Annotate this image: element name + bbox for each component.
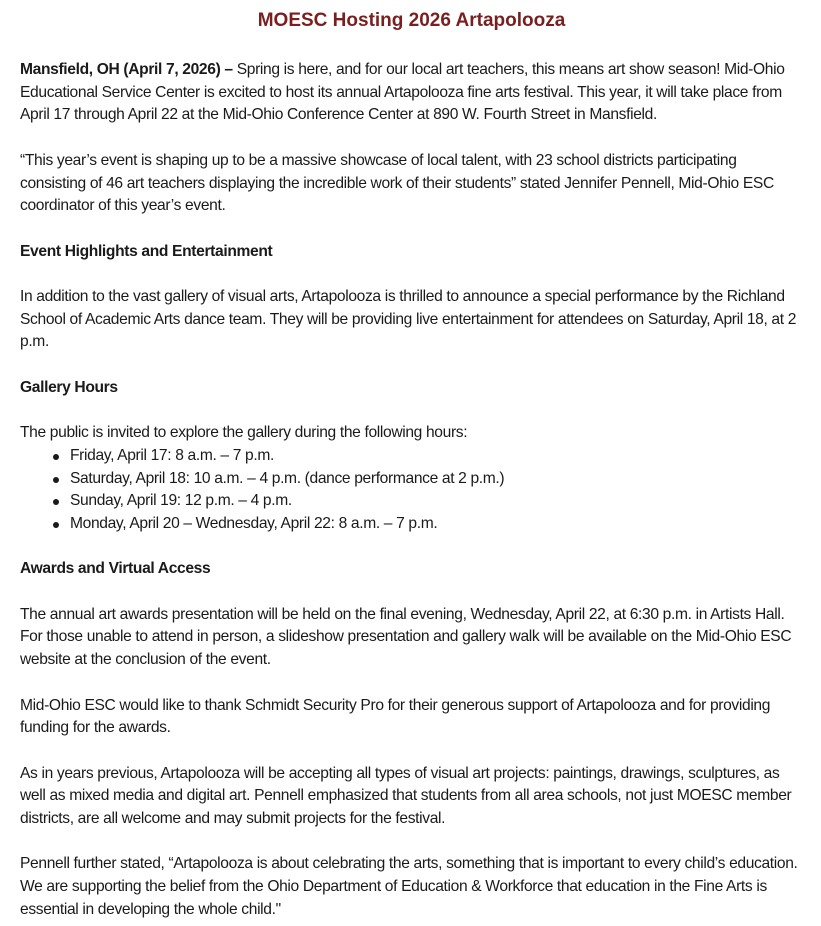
list-item [70,513,803,536]
list-item [70,445,803,468]
hours-entry: Monday, April 20 – Wednesday, April 22: 8 a.m. – 7 p.m. [70,514,438,532]
awards-heading: Awards and Virtual Access [20,560,211,578]
dateline: Mansfield, OH (April 7, 2026) – [20,61,233,78]
gallery-hours-list [20,445,803,536]
closing-quote-paragraph: Pennell further stated, “Artapolooza is about celebrating the arts, something that is important to every child’s education. We are supporting the belief from the Ohio Department of Education & Workforce that education in the Fine Arts is essential in developing the whole child." [20,855,798,918]
highlights-paragraph: In addition to the vast gallery of visual arts, Artapolooza is thrilled to announce a special performance by the Richland School of Academic Arts dance team. They will be providing live entertainment for attendees on Saturday, April 18, at 2 p.m. [20,287,797,351]
spacer [20,399,803,422]
article-body [20,34,803,922]
intro-text: Spring is here, and for our local art teachers, this means art show season! Mid-Ohio Educational Service Center is excited to host its annual Artapolooza fine arts festival. This year, it will take place from April 17 through April 22 at the Mid-Ohio Conference Center at 890 W. Fourth Street in Mansfield. [20,61,785,124]
awards-paragraph: The annual art awards presentation will be held on the final evening, Wednesday, April 22, at 6:30 p.m. in Artists Hall. For those unable to attend in person, a slideshow presentation and gallery walk will be available on the Mid-Ohio ESC website at the conclusion of the event. [20,605,792,669]
list-item [70,468,803,491]
bullet-icon [53,454,59,460]
hours-entry: Friday, April 17: 8 a.m. – 7 p.m. [70,446,274,464]
gallery-intro: The public is invited to explore the gallery during the following hours: [20,424,468,442]
projects-paragraph: As in years previous, Artapolooza will be accepting all types of visual art projects: paintings, drawings, sculptures, as well as mixed media and digital art. Pennell emphasized that students from all area schools, not just MOESC member districts, are all welcome and may submit projects for the festival. [20,764,792,828]
bullet-icon [53,477,59,483]
gallery-hours-heading: Gallery Hours [20,378,118,396]
spacer [20,34,803,59]
hours-entry: Sunday, April 19: 12 p.m. – 4 p.m. [70,492,292,510]
spacer [20,263,803,286]
spacer [20,354,803,377]
spacer [20,127,803,150]
list-item [70,490,803,513]
intro-paragraph [20,59,803,127]
spacer [20,831,803,854]
thanks-paragraph: Mid-Ohio ESC would like to thank Schmidt Security Pro for their generous support of Artapolooza and for providing funding for the awards. [20,696,771,737]
spacer [20,581,803,604]
spacer [20,740,803,763]
spacer [20,672,803,695]
page-title: MOESC Hosting 2026 Artapolooza [257,10,566,31]
quote-paragraph: “This year’s event is shaping up to be a massive showcase of local talent, with 23 school districts participating consisting of 46 art teachers displaying the incredible work of their students” stated Jennifer Pennell, Mid-Ohio ESC coordinator of this year’s event. [20,151,774,215]
spacer [20,218,803,241]
hours-entry: Saturday, April 18: 10 a.m. – 4 p.m. (dance performance at 2 p.m.) [70,469,505,487]
highlights-heading: Event Highlights and Entertainment [20,242,273,260]
bullet-icon [53,499,59,505]
spacer [20,536,803,559]
bullet-icon [53,522,59,528]
